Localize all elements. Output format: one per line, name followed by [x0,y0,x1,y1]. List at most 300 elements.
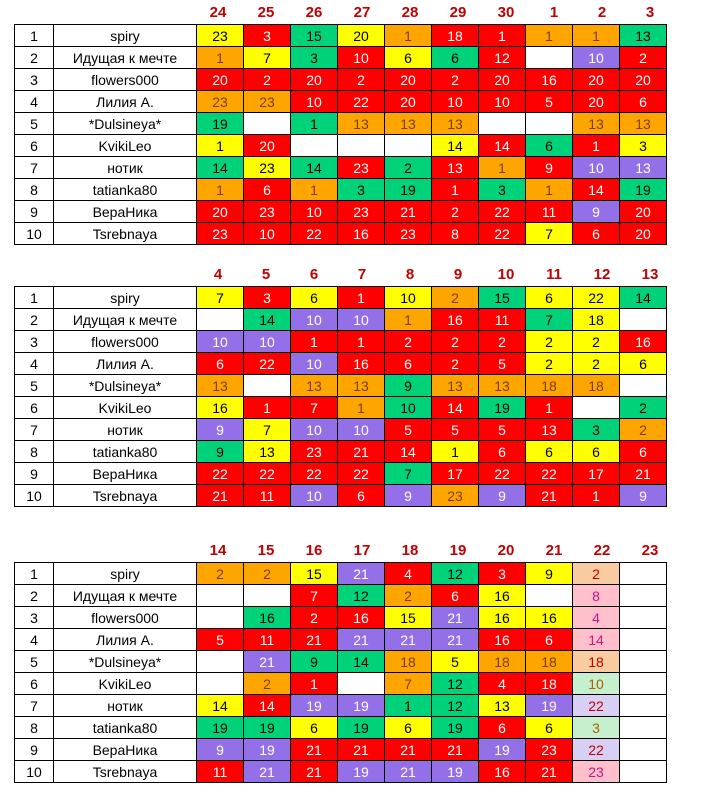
score-cell: 22 [573,695,620,717]
score-cell: 10 [338,309,385,331]
score-cell: 22 [197,463,244,485]
table-row [15,135,667,157]
score-cell: 13 [432,113,479,135]
table-row [15,113,667,135]
day-header: 18 [401,542,419,559]
score-cell: 15 [291,25,338,47]
day-header: 12 [593,266,611,283]
score-table [14,24,667,245]
day-header: 25 [257,4,275,21]
row-number: 5 [15,375,54,397]
score-cell: 1 [197,47,244,69]
score-cell: 1 [526,179,573,201]
score-cell: 19 [385,179,432,201]
score-cell: 1 [244,397,291,419]
score-cell [620,375,667,397]
score-cell: 16 [526,607,573,629]
table-row [15,25,667,47]
score-cell: 22 [244,463,291,485]
participant-name: tatianka80 [54,441,197,463]
score-cell: 9 [291,651,338,673]
score-cell: 22 [479,223,526,245]
score-cell: 20 [620,69,667,91]
score-cell: 16 [197,397,244,419]
participant-name: spiry [54,287,197,309]
score-cell [620,673,667,695]
score-cell: 6 [526,717,573,739]
score-cell: 18 [385,651,432,673]
day-header: 7 [357,266,367,283]
score-cell: 10 [291,309,338,331]
row-number: 9 [15,201,54,223]
score-cell: 19 [338,717,385,739]
score-cell: 23 [338,201,385,223]
score-cell: 16 [338,353,385,375]
score-cell: 13 [338,113,385,135]
score-cell: 10 [385,287,432,309]
score-cell: 15 [385,607,432,629]
participant-name: flowers000 [54,69,197,91]
score-cell: 20 [573,91,620,113]
score-cell: 14 [432,397,479,419]
score-cell: 6 [385,47,432,69]
day-header: 19 [449,542,467,559]
participant-name: ВераНика [54,739,197,761]
row-number: 10 [15,485,54,507]
score-cell: 2 [244,563,291,585]
score-cell [620,695,667,717]
day-header: 22 [593,542,611,559]
score-cell: 16 [432,309,479,331]
score-cell: 22 [479,463,526,485]
score-cell: 9 [620,485,667,507]
row-number: 10 [15,761,54,783]
score-cell: 10 [385,397,432,419]
score-cell: 14 [338,651,385,673]
score-cell [197,651,244,673]
row-number: 7 [15,157,54,179]
row-number: 3 [15,331,54,353]
score-cell: 1 [479,157,526,179]
score-cell: 1 [197,135,244,157]
score-cell: 23 [291,441,338,463]
participant-name: tatianka80 [54,179,197,201]
score-cell: 20 [385,69,432,91]
score-cell: 10 [338,419,385,441]
score-cell: 23 [244,201,291,223]
day-header: 15 [257,542,275,559]
score-cell: 19 [620,179,667,201]
score-cell: 2 [432,331,479,353]
row-number: 3 [15,69,54,91]
day-header: 24 [209,4,227,21]
score-cell: 2 [479,331,526,353]
score-cell: 1 [291,331,338,353]
score-cell: 14 [620,287,667,309]
score-cell: 20 [291,69,338,91]
score-cell: 23 [385,223,432,245]
score-cell [620,717,667,739]
participant-name: ВераНика [54,201,197,223]
row-number: 8 [15,179,54,201]
score-cell: 1 [385,25,432,47]
score-cell: 13 [479,695,526,717]
table-block [14,264,674,507]
participant-name: tatianka80 [54,717,197,739]
score-cell: 13 [620,113,667,135]
score-cell [479,113,526,135]
score-cell: 9 [385,485,432,507]
table-row [15,309,667,331]
score-cell: 6 [244,179,291,201]
day-header-row [14,264,674,286]
score-cell: 10 [338,47,385,69]
table-row [15,585,667,607]
row-number: 6 [15,397,54,419]
row-number: 2 [15,309,54,331]
score-cell: 20 [338,25,385,47]
score-cell: 9 [479,485,526,507]
score-cell: 2 [385,157,432,179]
score-cell: 16 [338,607,385,629]
score-cell: 2 [385,331,432,353]
score-cell [620,607,667,629]
score-cell: 18 [526,375,573,397]
day-header: 6 [309,266,319,283]
table-row [15,375,667,397]
score-cell: 16 [338,223,385,245]
score-cell: 16 [479,761,526,783]
score-cell: 16 [479,629,526,651]
score-cell: 23 [197,25,244,47]
score-cell: 1 [291,673,338,695]
table-row [15,331,667,353]
score-cell: 10 [244,223,291,245]
score-cell [197,309,244,331]
score-cell: 20 [620,201,667,223]
score-cell: 21 [291,739,338,761]
score-cell: 20 [244,135,291,157]
score-cell: 23 [244,91,291,113]
score-cell: 19 [197,113,244,135]
score-cell: 6 [573,441,620,463]
score-cell: 19 [479,397,526,419]
score-cell: 22 [244,353,291,375]
day-header: 1 [549,4,559,21]
table-row [15,673,667,695]
score-cell: 6 [432,47,479,69]
score-cell: 10 [573,47,620,69]
day-header: 17 [353,542,371,559]
score-cell [526,585,573,607]
score-cell: 13 [432,157,479,179]
row-number: 9 [15,463,54,485]
score-cell: 21 [291,761,338,783]
score-cell: 19 [432,761,479,783]
participant-name: Идущая к мечте [54,47,197,69]
score-cell: 21 [432,629,479,651]
participant-name: Tsrebnaya [54,223,197,245]
score-cell: 11 [526,201,573,223]
score-cell: 5 [479,353,526,375]
score-cell: 1 [479,25,526,47]
score-cell: 20 [197,201,244,223]
table-row [15,463,667,485]
score-cell: 18 [526,651,573,673]
table-row [15,287,667,309]
score-cell: 18 [432,25,479,47]
participant-name: Лилия А. [54,91,197,113]
score-cell: 5 [385,419,432,441]
score-cell: 12 [479,47,526,69]
participant-name: *Dulsineya* [54,651,197,673]
score-cell: 7 [526,309,573,331]
score-cell: 6 [620,353,667,375]
score-cell: 14 [291,157,338,179]
score-cell: 13 [526,419,573,441]
score-cell: 6 [432,585,479,607]
row-number: 6 [15,673,54,695]
score-cell: 15 [291,563,338,585]
score-cell: 21 [526,761,573,783]
table-row [15,419,667,441]
score-cell: 2 [244,69,291,91]
score-cell: 1 [573,25,620,47]
participant-name: Лилия А. [54,353,197,375]
score-cell: 14 [573,629,620,651]
score-cell: 9 [573,201,620,223]
score-cell: 10 [432,91,479,113]
score-cell: 21 [432,607,479,629]
score-cell: 5 [432,419,479,441]
score-cell: 10 [479,91,526,113]
day-header-row [14,540,674,562]
score-cell: 18 [573,309,620,331]
row-number: 5 [15,113,54,135]
score-cell: 12 [432,695,479,717]
participant-name: нотик [54,419,197,441]
score-cell: 2 [573,353,620,375]
score-cell: 2 [573,331,620,353]
score-cell: 18 [573,375,620,397]
score-cell: 22 [526,463,573,485]
score-cell: 3 [573,717,620,739]
score-table [14,562,667,783]
participant-name: Идущая к мечте [54,309,197,331]
score-cell: 2 [620,419,667,441]
score-cell: 10 [291,201,338,223]
score-cell: 1 [291,113,338,135]
day-header: 9 [453,266,463,283]
table-row [15,717,667,739]
table-block [14,2,674,245]
row-number: 4 [15,91,54,113]
row-number: 5 [15,651,54,673]
score-cell: 3 [338,179,385,201]
row-number: 1 [15,25,54,47]
score-cell: 3 [620,135,667,157]
table-row [15,441,667,463]
score-cell: 2 [526,353,573,375]
day-header: 26 [305,4,323,21]
score-cell: 7 [526,223,573,245]
score-cell: 1 [338,287,385,309]
score-cell: 14 [573,179,620,201]
score-cell: 1 [291,179,338,201]
row-number: 7 [15,419,54,441]
day-header: 30 [497,4,515,21]
score-cell [620,651,667,673]
participant-name: нотик [54,695,197,717]
score-cell: 17 [573,463,620,485]
day-header-row [14,2,674,24]
score-cell: 6 [620,91,667,113]
score-cell: 2 [620,47,667,69]
score-cell: 1 [385,309,432,331]
score-cell: 21 [620,463,667,485]
participant-name: spiry [54,563,197,585]
table-row [15,695,667,717]
score-cell [244,585,291,607]
score-cell: 23 [573,761,620,783]
score-cell: 13 [385,113,432,135]
score-cell: 15 [479,287,526,309]
table-row [15,739,667,761]
day-header: 16 [305,542,323,559]
score-cell: 2 [197,563,244,585]
score-cell: 2 [432,353,479,375]
day-header: 8 [405,266,415,283]
table-row [15,69,667,91]
score-cell: 9 [526,157,573,179]
score-cell [197,673,244,695]
score-cell: 21 [197,485,244,507]
score-cell: 6 [526,287,573,309]
score-cell [620,739,667,761]
day-header: 20 [497,542,515,559]
score-cell: 13 [620,157,667,179]
score-cell: 14 [197,157,244,179]
score-cell: 6 [526,135,573,157]
score-cell: 12 [432,673,479,695]
score-cell: 20 [385,91,432,113]
score-cell: 1 [526,397,573,419]
score-cell: 22 [291,463,338,485]
score-cell: 13 [291,375,338,397]
score-cell: 8 [432,223,479,245]
score-cell: 6 [479,441,526,463]
score-cell: 13 [244,441,291,463]
score-cell [620,563,667,585]
day-header: 11 [546,266,562,283]
score-cell: 23 [197,91,244,113]
score-cell: 1 [573,135,620,157]
score-cell: 14 [385,441,432,463]
day-header: 5 [261,266,271,283]
score-cell: 12 [338,585,385,607]
day-header: 23 [641,542,659,559]
score-cell: 23 [526,739,573,761]
score-cell: 21 [385,739,432,761]
participant-name: flowers000 [54,331,197,353]
score-cell [338,135,385,157]
score-cell: 21 [338,739,385,761]
score-cell [244,375,291,397]
score-cell: 10 [244,331,291,353]
score-cell: 14 [432,135,479,157]
score-cell: 21 [338,629,385,651]
score-cell: 4 [479,673,526,695]
score-cell: 9 [197,739,244,761]
score-cell: 7 [244,419,291,441]
score-cell: 21 [338,563,385,585]
score-cell: 6 [573,223,620,245]
score-cell: 11 [244,629,291,651]
score-cell: 21 [526,485,573,507]
participant-name: Лилия А. [54,629,197,651]
score-cell: 10 [573,673,620,695]
score-cell: 9 [385,375,432,397]
score-table [14,286,667,507]
day-header: 21 [545,542,563,559]
row-number: 3 [15,607,54,629]
day-header: 28 [401,4,419,21]
score-cell: 1 [573,485,620,507]
row-number: 1 [15,287,54,309]
score-cell [338,673,385,695]
score-cell: 16 [479,607,526,629]
table-row [15,607,667,629]
score-cell: 23 [432,485,479,507]
score-cell: 7 [244,47,291,69]
score-cell: 2 [291,607,338,629]
table-row [15,223,667,245]
score-cell: 23 [338,157,385,179]
score-cell: 10 [291,353,338,375]
score-cell: 7 [385,673,432,695]
score-cell: 6 [338,485,385,507]
score-cell: 5 [432,651,479,673]
score-cell: 22 [338,91,385,113]
score-cell: 6 [385,353,432,375]
score-cell: 12 [432,563,479,585]
score-cell: 14 [244,695,291,717]
score-cell: 4 [573,607,620,629]
score-cell: 2 [338,69,385,91]
score-cell: 6 [526,629,573,651]
score-cell: 2 [244,673,291,695]
score-cell: 19 [197,717,244,739]
score-cell: 6 [385,717,432,739]
score-cell: 18 [479,651,526,673]
score-cell: 2 [385,585,432,607]
score-cell: 4 [385,563,432,585]
score-cell: 21 [338,441,385,463]
score-cell: 23 [244,157,291,179]
day-header: 10 [497,266,515,283]
score-cell: 1 [432,179,479,201]
score-cell: 2 [526,331,573,353]
participant-name: Tsrebnaya [54,761,197,783]
score-cell [197,585,244,607]
score-cell: 19 [432,717,479,739]
participant-name: KvikiLeo [54,135,197,157]
score-cell [573,397,620,419]
table-row [15,761,667,783]
score-cell: 10 [291,91,338,113]
day-header: 2 [597,4,607,21]
day-header: 14 [209,542,227,559]
